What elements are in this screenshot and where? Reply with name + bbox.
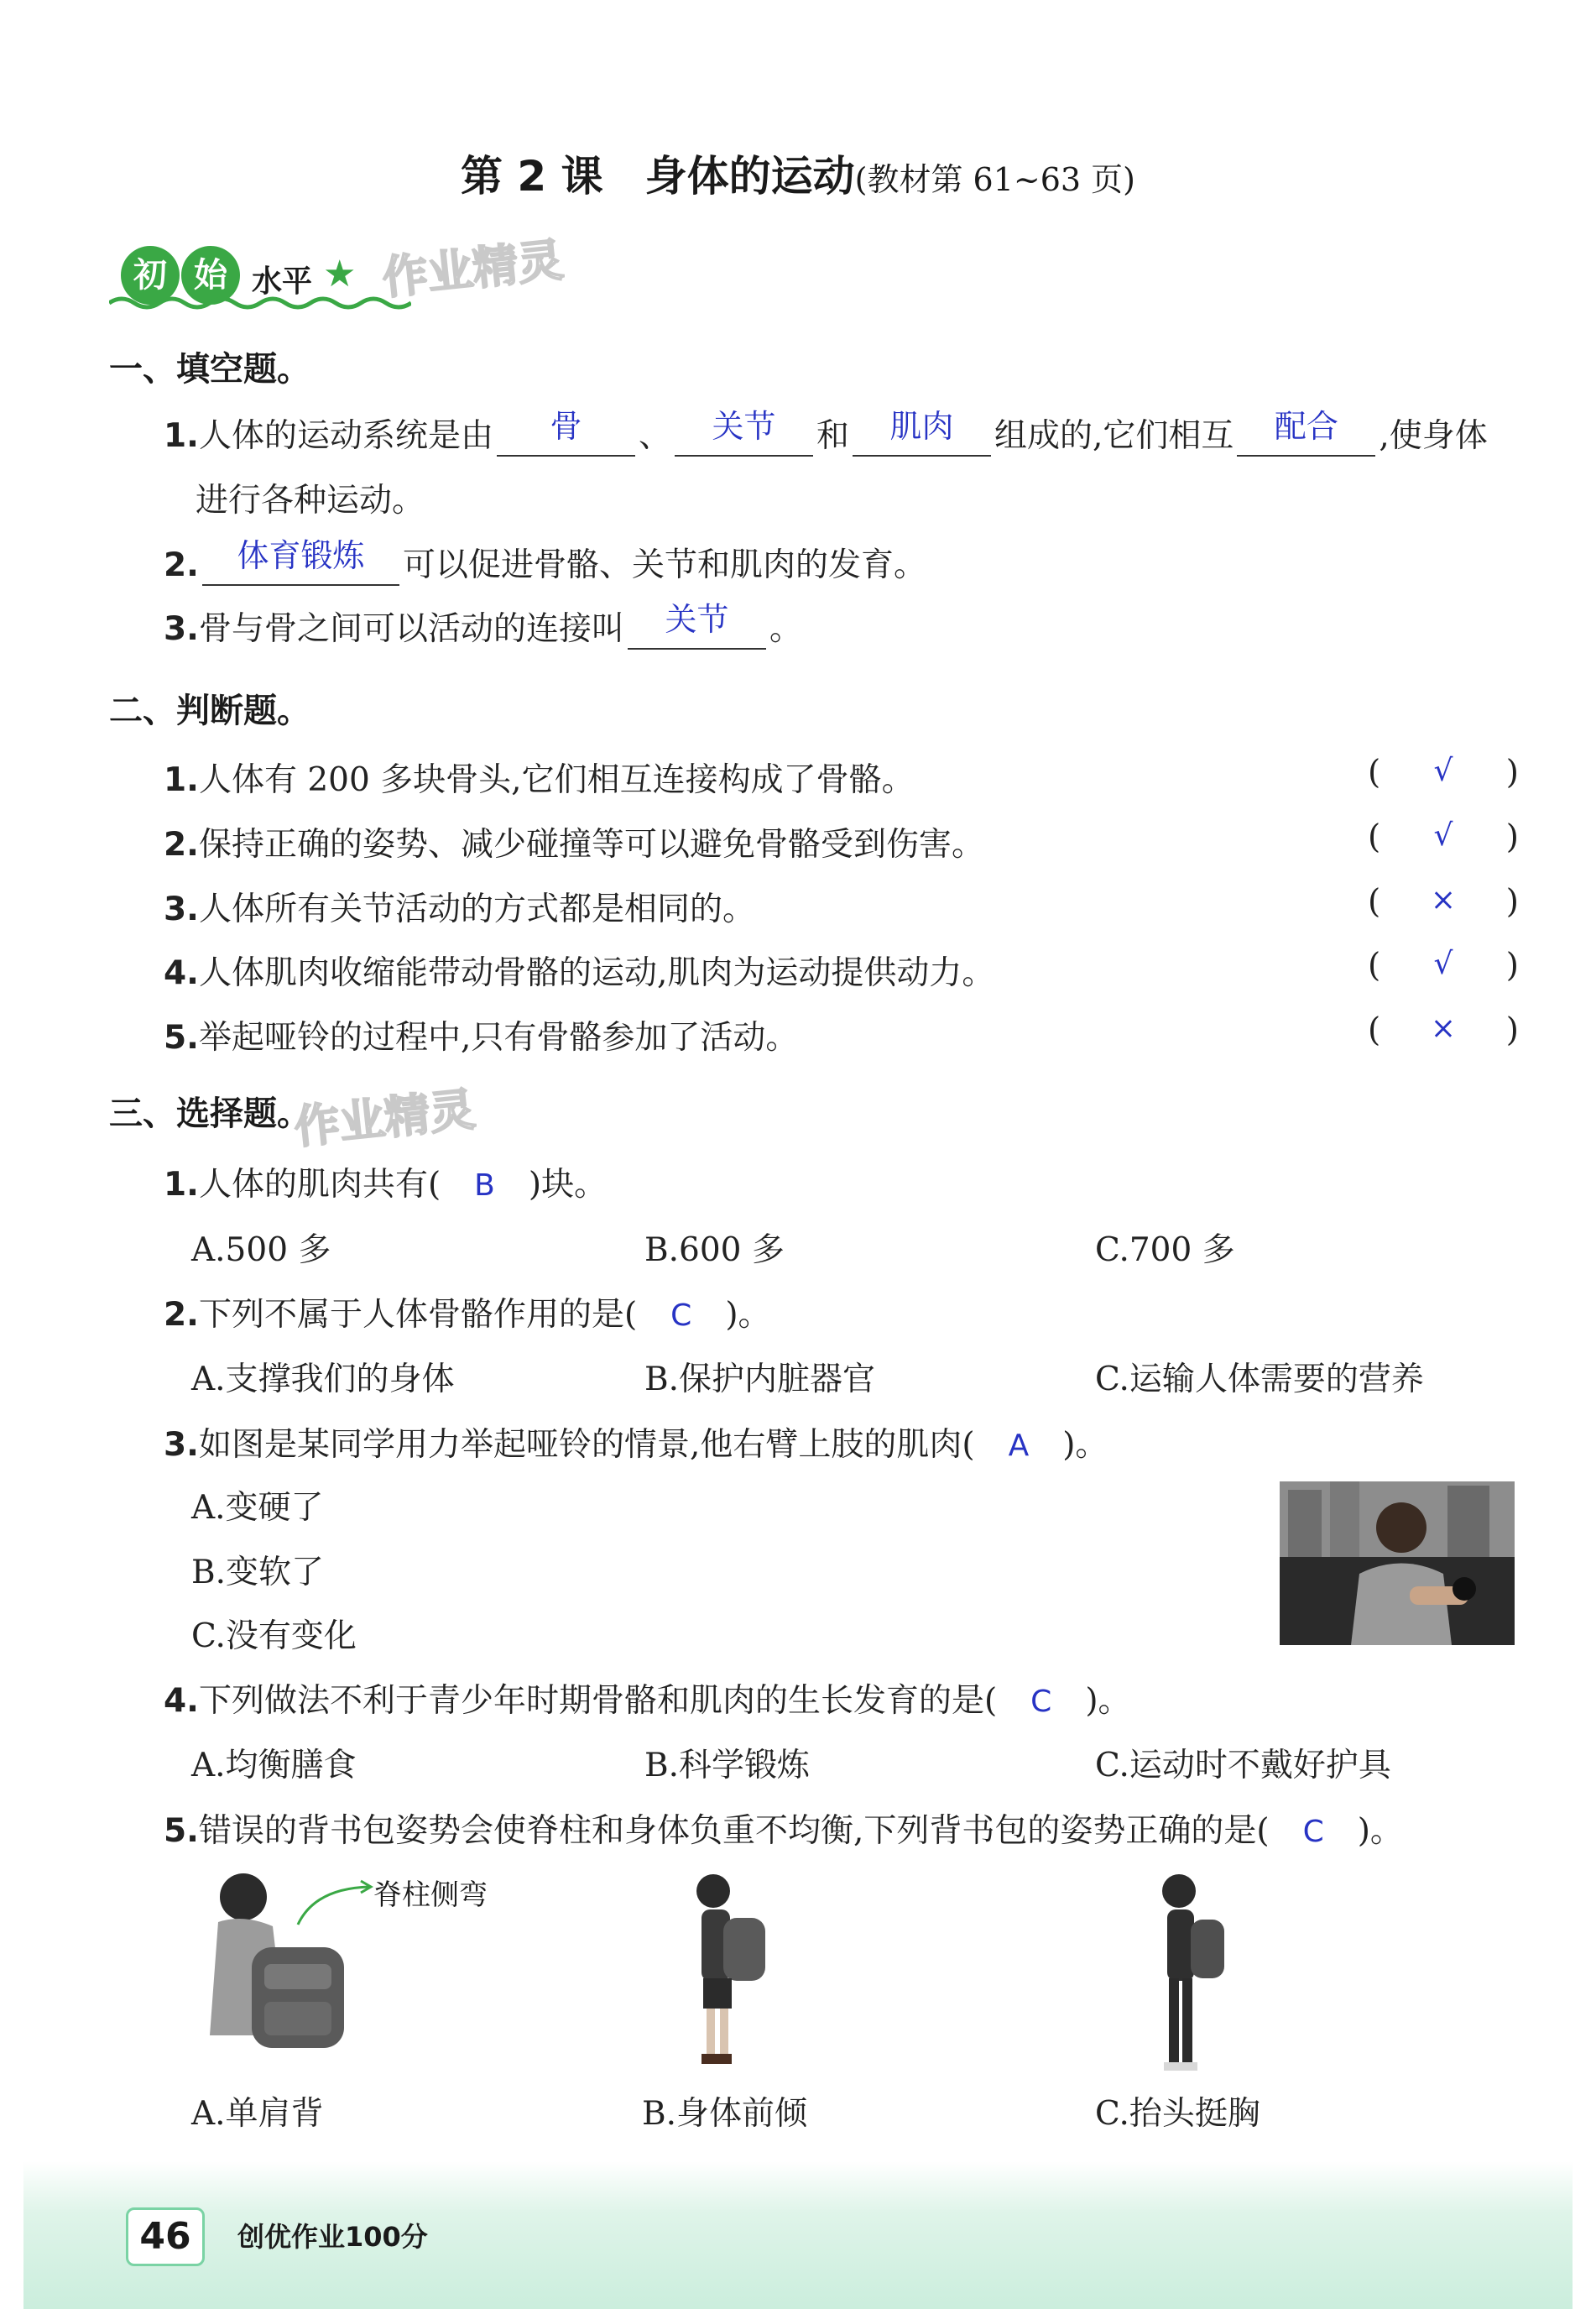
answer-blank: 骨: [497, 416, 635, 457]
level-char-1: 初: [121, 246, 180, 305]
section-heading-fill: 一、填空题。: [109, 350, 310, 389]
fill-question-2: 2. 体育锻炼 可以促进骨骼、关节和肌肉的发育。: [164, 537, 926, 584]
judge-question: 3.人体所有关节活动的方式都是相同的。: [164, 891, 755, 928]
option: A.支撑我们的身体: [191, 1361, 455, 1398]
answer-blank: 体育锻炼: [202, 546, 399, 586]
option: B.600 多: [644, 1231, 785, 1269]
callout-label: 脊柱侧弯: [373, 1878, 488, 1912]
option: A.均衡膳食: [191, 1747, 357, 1784]
watermark: 作业精灵: [291, 1082, 478, 1155]
option: C.没有变化: [191, 1617, 357, 1655]
option: B.身体前倾: [642, 2095, 808, 2133]
choice-question-2: 2.下列不属于人体骨骼作用的是( C )。: [164, 1296, 771, 1334]
lesson-subtitle: (教材第 61~63 页): [854, 161, 1135, 198]
answer-blank: 关节: [675, 416, 813, 457]
option: C.运输人体需要的营养: [1095, 1361, 1424, 1398]
option: C.700 多: [1095, 1231, 1235, 1269]
judge-question: 5.举起哑铃的过程中,只有骨骼参加了活动。: [164, 1019, 799, 1057]
star-icon: ★: [323, 253, 357, 295]
option: A.500 多: [191, 1231, 331, 1269]
choice-question-3: 3.如图是某同学用力举起哑铃的情景,他右臂上肢的肌肉( A )。: [164, 1426, 1108, 1464]
book-title: 创优作业100分: [237, 2221, 428, 2253]
watermark: 作业精灵: [379, 232, 566, 306]
figure-lean-forward: [671, 1868, 789, 2069]
fill-question-3: 3.骨与骨之间可以活动的连接叫 关节 。: [164, 601, 802, 648]
fill-question-1: 1.人体的运动系统是由 骨 、 关节 和 肌肉 组成的,它们相互 配合 ,使身体: [164, 408, 1488, 455]
level-label: 水平: [252, 264, 313, 299]
choice-question-5: 5.错误的背书包姿势会使脊柱和身体负重不均衡,下列背书包的姿势正确的是( C )。: [164, 1812, 1403, 1850]
option: A.单肩背: [191, 2095, 324, 2133]
lesson-title: 第 2 课 身体的运动: [461, 152, 855, 201]
dumbbell-photo: [1280, 1481, 1515, 1645]
answer-blank: 配合: [1237, 416, 1375, 457]
option: C.抬头挺胸: [1095, 2095, 1260, 2133]
page-number: 46: [126, 2207, 205, 2266]
choice-answer: A: [1008, 1429, 1030, 1463]
choice-answer: C: [1030, 1685, 1052, 1719]
wave-underline-icon: [109, 295, 411, 311]
option: A.变硬了: [191, 1489, 324, 1527]
level-badge: [109, 239, 411, 315]
option: B.保护内脏器官: [644, 1361, 876, 1398]
judge-question: 2.保持正确的姿势、减少碰撞等可以避免骨骼受到伤害。: [164, 826, 984, 864]
choice-question-1: 1.人体的肌肉共有( B )块。: [164, 1166, 608, 1204]
arrow-icon: [294, 1878, 378, 1929]
section-heading-choice: 三、选择题。: [109, 1094, 310, 1133]
option: B.变软了: [191, 1554, 325, 1591]
choice-answer: C: [1302, 1815, 1324, 1849]
fill-question-1-line2: 进行各种运动。: [196, 482, 425, 520]
option: B.科学锻炼: [644, 1747, 811, 1784]
judge-question: 4.人体肌肉收缩能带动骨骼的运动,肌肉为运动提供动力。: [164, 954, 995, 992]
option: C.运动时不戴好护具: [1095, 1747, 1391, 1784]
choice-answer: C: [670, 1298, 692, 1333]
level-char-2: 始: [181, 246, 240, 305]
judge-question: 1.人体有 200 多块骨头,它们相互连接构成了骨骼。: [164, 761, 915, 799]
answer-blank: 关节: [628, 609, 766, 650]
answer-blank: 肌肉: [853, 416, 991, 457]
figure-upright: [1129, 1868, 1246, 2077]
page-title: [0, 143, 1596, 203]
choice-answer: B: [474, 1168, 495, 1203]
choice-question-4: 4.下列做法不利于青少年时期骨骼和肌肉的生长发育的是( C )。: [164, 1682, 1131, 1720]
section-heading-judge: 二、判断题。: [109, 692, 310, 730]
